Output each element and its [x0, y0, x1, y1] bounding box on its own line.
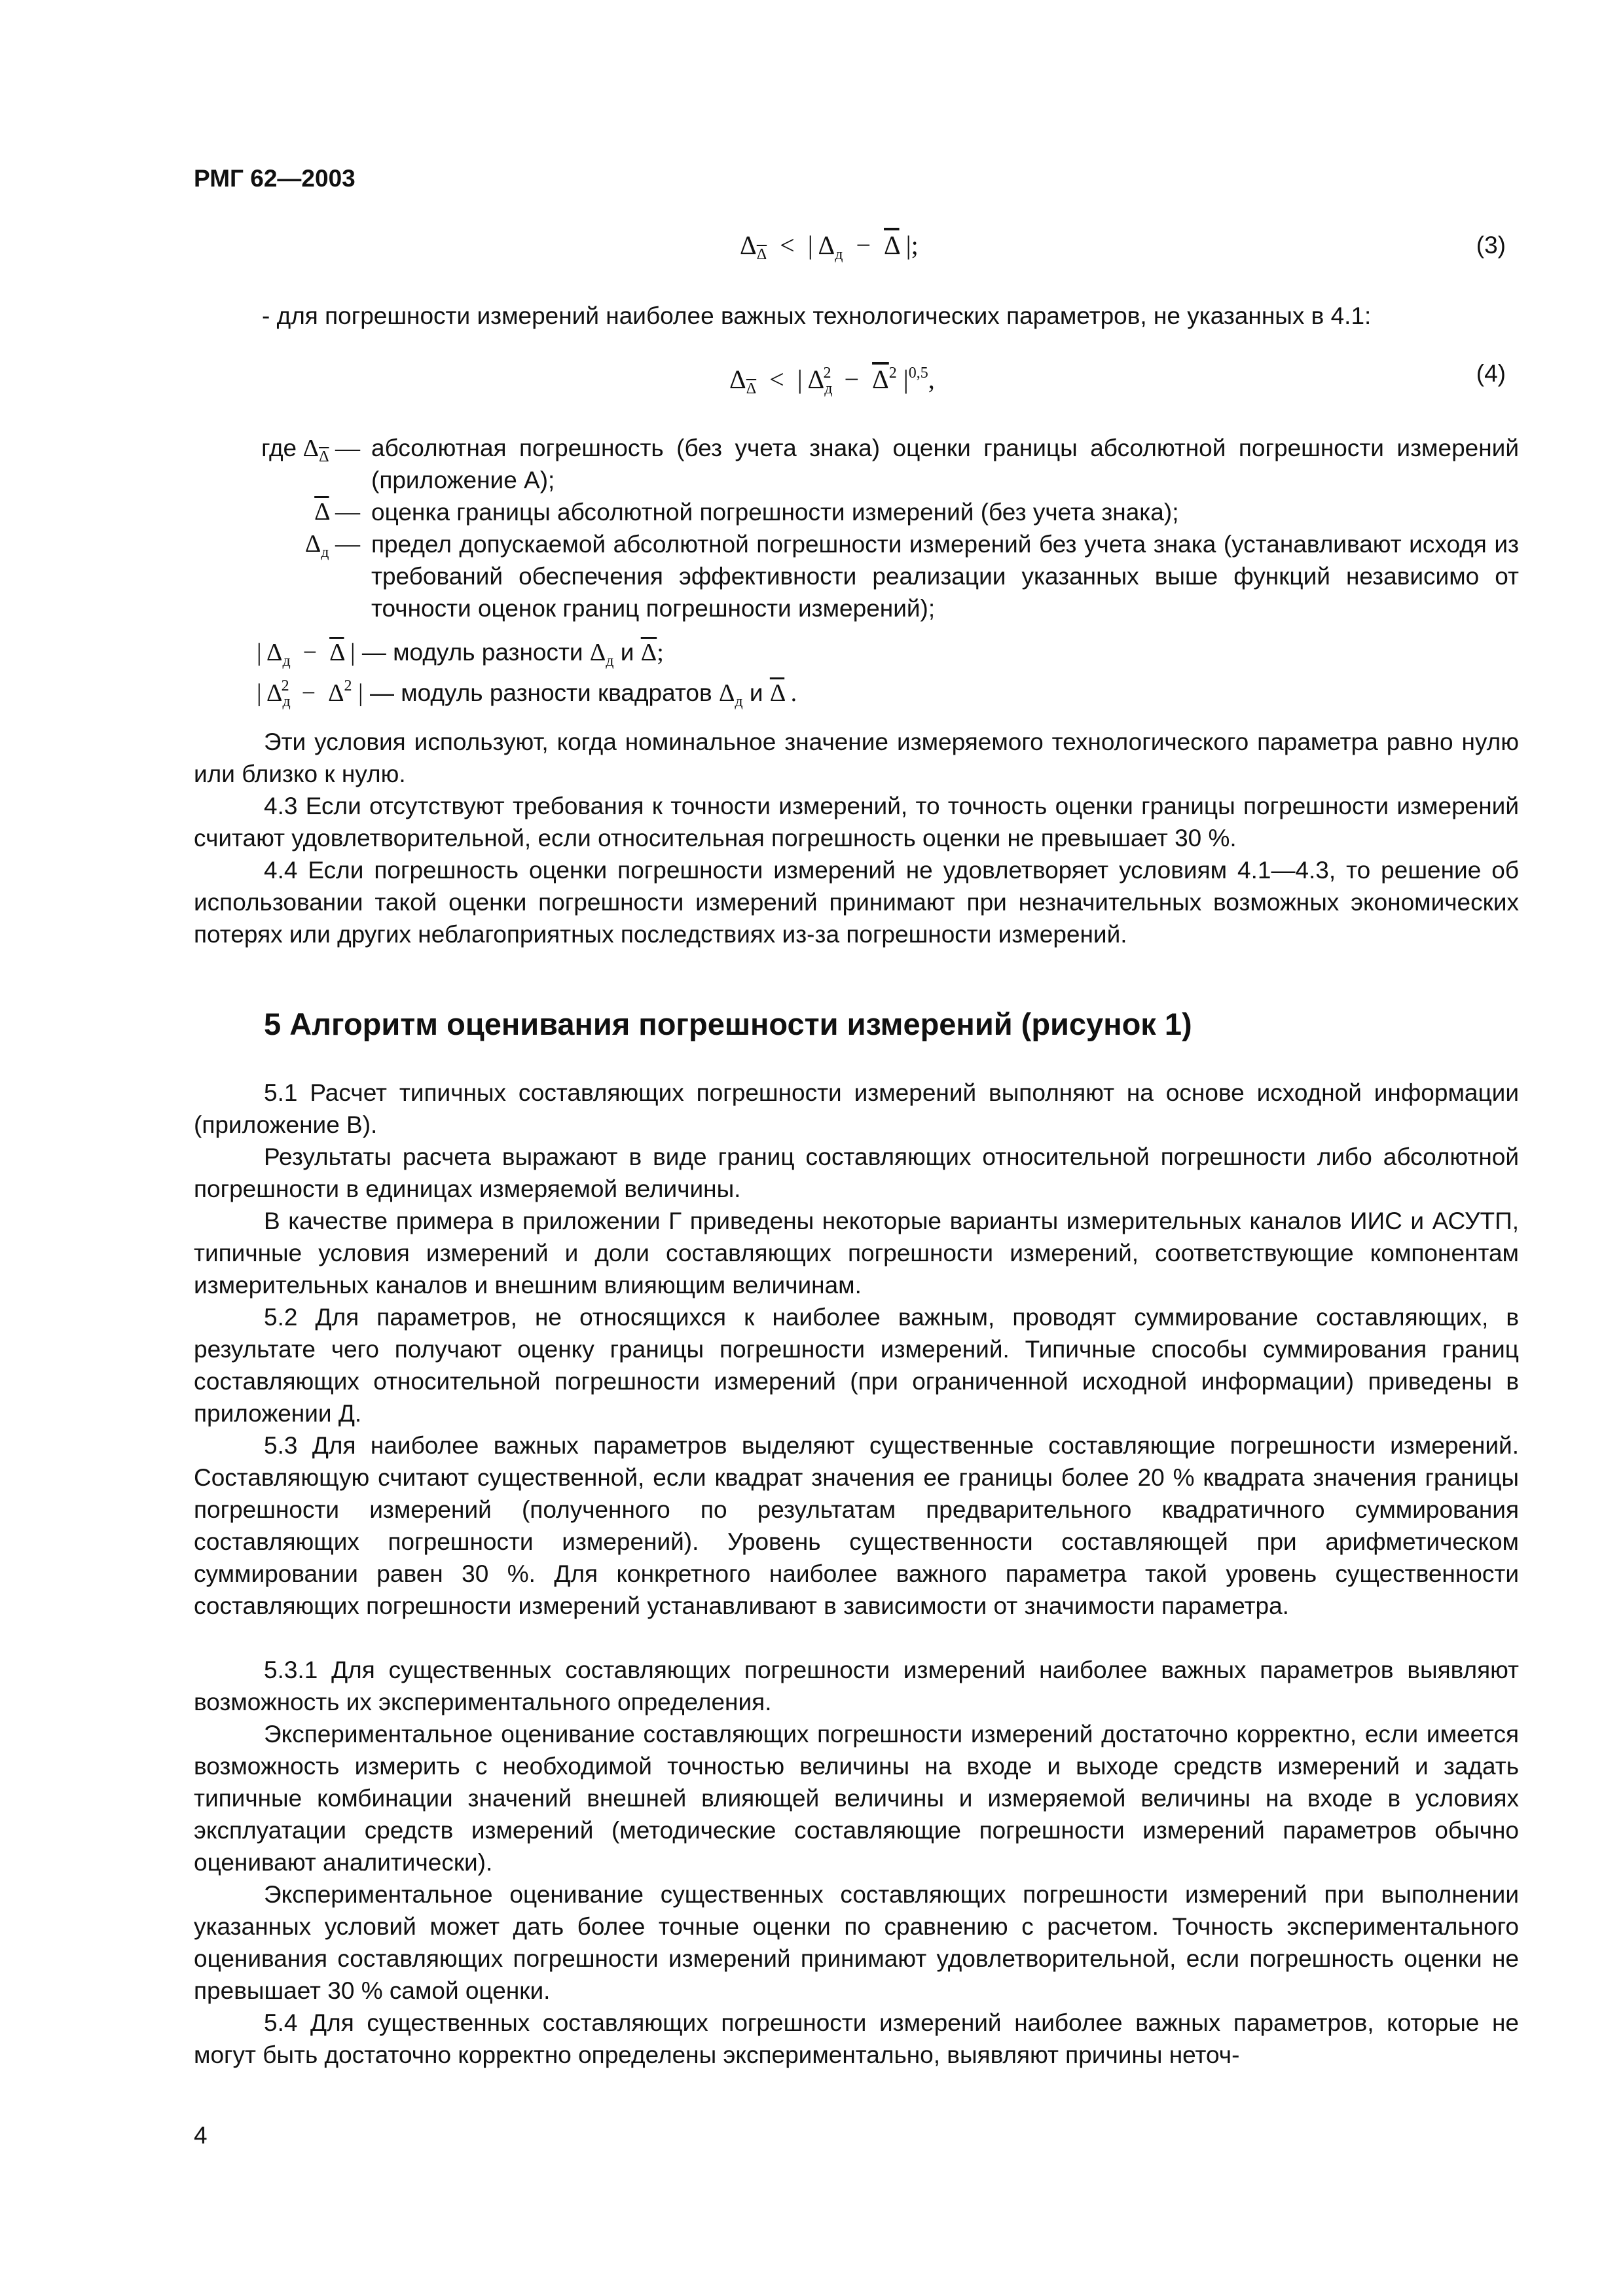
definition-item	[194, 432, 1519, 496]
paragraph-5-3: 5.3 Для наиболее важных параметров выделяют существенные составляющие погрешности измерений. Составляющую считают существенной, если квадрат значения ее границы более 20 % квадрата значения границы погрешности измерений (полученного по результатам предварительного квадратичного суммирования составляющих погрешности измерений). Уровень существенности составляющей при арифметическом суммировании равен 30 %. Для конкретного наиболее важного параметра такой уровень существенности составляющих погрешности измерений устанавливают в зависимости от значимости параметра.	[194, 1432, 1519, 1619]
document-code-header: РМГ 62—2003	[194, 165, 356, 192]
definition-term: $\overline{\Delta}$ —	[314, 498, 360, 526]
formula-4-exponent: 0,5	[908, 365, 928, 382]
list-item-important-params: - для погрешности измерений наиболее важных технологических параметров, не указанных в 4.1:	[262, 302, 1372, 329]
formula-4-expression: $\Delta_{\overline{\Delta}}$ < | $\Delta_д^2 - \overline{\Delta}^2$ $|^{0,5}$,	[729, 365, 935, 397]
paragraph-4-3: 4.3 Если отсутствуют требования к точности измерений, то точность оценки границы погрешности измерений считают удовлетворительной, если относительная погрешность оценки не превышает 30 %.	[194, 793, 1519, 852]
modulus-squares-line: | $\Delta_д^2 - \Delta^2$ | — модуль разности квадратов $\Delta_д$ и $\overline{\Delta}$ .	[257, 677, 797, 710]
definition-item	[194, 496, 1519, 528]
page-number: 4	[194, 2122, 208, 2149]
section-heading-5: 5 Алгоритм оценивания погрешности измерений (рисунок 1)	[264, 1007, 1192, 1041]
paragraph-4-4: 4.4 Если погрешность оценки погрешности измерений не удовлетворяет условиям 4.1—4.3, то решение об использовании такой оценки погрешности измерений принимают при незначительных возможных экономических потерях или других неблагоприятных последствиях из-за погрешности измерений.	[194, 857, 1519, 948]
definition-text: предел допускаемой абсолютной погрешности измерений без учета знака (устанавливают исходя из требований обеспечения эффективности реализации указанных выше функций независимо от точности оценок границ погрешности измерений);	[371, 531, 1519, 622]
definition-term: где $\Delta_{\overline{\Delta}}$ —	[261, 435, 360, 465]
definitions-list	[194, 432, 1519, 624]
definition-text: абсолютная погрешность (без учета знака) оценки границы абсолютной погрешности измерений (приложение А);	[371, 435, 1519, 493]
formula-4-number: (4)	[1476, 360, 1506, 387]
paragraph-5-1: 5.1 Расчет типичных составляющих погрешности измерений выполняют на основе исходной информации (приложение В).	[194, 1079, 1519, 1138]
definition-text: оценка границы абсолютной погрешности измерений (без учета знака);	[371, 499, 1179, 526]
paragraph-experimental-2: Экспериментальное оценивание существенных составляющих погрешности измерений при выполнении указанных условий может дать более точные оценки по сравнению с расчетом. Точность экспериментального оценивания составляющих погрешности измерений принимают удовлетворительной, если погрешность оценки не превышает 30 % самой оценки.	[194, 1881, 1519, 2004]
paragraph-5-4: 5.4 Для существенных составляющих погрешности измерений наиболее важных параметров, которые не могут быть достаточно корректно определены экспериментально, выявляют причины неточ-	[194, 2009, 1519, 2068]
modulus-difference-line: | $\Delta_д - \overline{\Delta}$ | — модуль разности $\Delta_д$ и $\overline{\Delta}$;	[257, 639, 664, 670]
paragraph-results: Результаты расчета выражают в виде границ составляющих относительной погрешности либо абсолютной погрешности в единицах измеряемой величины.	[194, 1143, 1519, 1202]
formula-3	[720, 229, 1506, 268]
formula-4	[720, 357, 1506, 397]
paragraph-5-3-1: 5.3.1 Для существенных составляющих погрешности измерений наиболее важных параметров выявляют возможность их экспериментального определения.	[194, 1657, 1519, 1715]
paragraph-experimental-1: Экспериментальное оценивание составляющих погрешности измерений достаточно корректно, если имеется возможность измерить с необходимой точностью величины на входе и выходе средств измерений и задать типичные комбинации значений внешней влияющей величины и измеряемой величины на входе в условиях эксплуатации средств измерений (методические составляющие погрешности измерений параметров обычно оценивают аналитически).	[194, 1721, 1519, 1876]
paragraph-5-2: 5.2 Для параметров, не относящихся к наиболее важным, проводят суммирование составляющих, в результате чего получают оценку границы погрешности измерений. Типичные способы суммирования границ составляющих относительной погрешности измерений (при ограниченной исходной информации) приведены в приложении Д.	[194, 1304, 1519, 1427]
paragraph-conditions: Эти условия используют, когда номинальное значение измеряемого технологического параметра равно нулю или близко к нулю.	[194, 728, 1519, 787]
definition-item	[194, 528, 1519, 624]
formula-3-number: (3)	[1476, 232, 1506, 259]
formula-3-expression: $\Delta_{\overline{\Delta}}$ < | $\Delta_д - \overline{\Delta}$ |;	[740, 230, 919, 263]
definition-term: $\Delta_д$ —	[304, 530, 360, 561]
paragraph-example: В качестве примера в приложении Г приведены некоторые варианты измерительных каналов ИИС и АСУТП, типичные условия измерений и доли составляющих погрешности измерений, соответствующие компонентам измерительных каналов и внешним влияющим величинам.	[194, 1208, 1519, 1299]
